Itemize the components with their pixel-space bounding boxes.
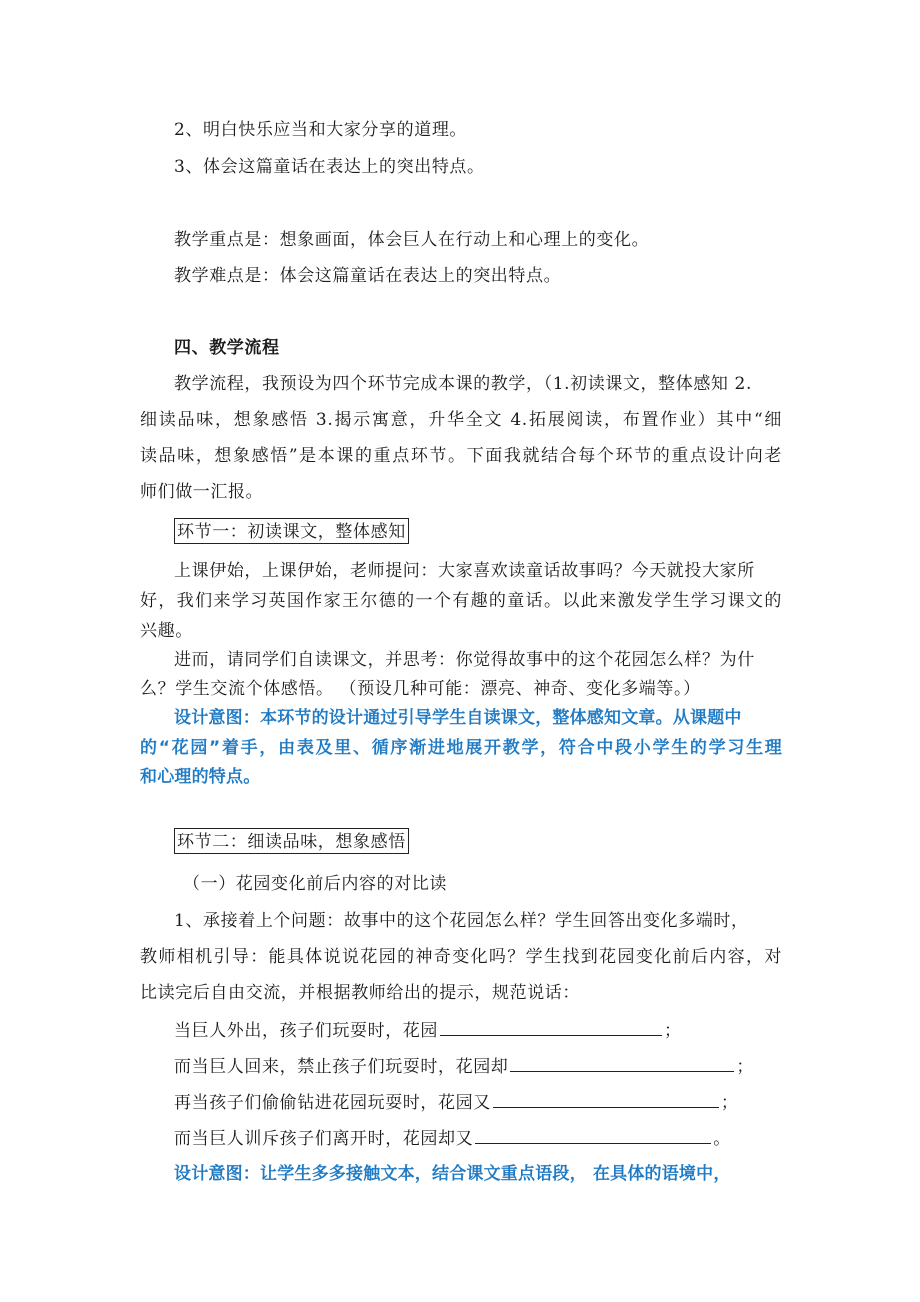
fill-in-line-1 (174, 1019, 682, 1042)
stage-2-title-box: 环节二：细读品味，想象感悟 (174, 828, 409, 854)
stage-1-title-box: 环节一：初读课文，整体感知 (174, 518, 409, 544)
stage-2-sub-heading: （一）花园变化前后内容的对比读 (183, 874, 447, 894)
stage-2-para-1-line-2: 教师相机引导：能具体说说花园的神奇变化吗？学生找到花园变化前后内容，对 (140, 947, 782, 967)
stage-2-para-1-line-3: 比读完后自由交流，并根据教师给出的提示，规范说话： (140, 983, 580, 1003)
fill-in-blank-3[interactable] (493, 1091, 719, 1108)
section-4-intro-line-4: 师们做一汇报。 (140, 482, 264, 502)
section-4-intro-line-2: 细读品味，想象感悟 3.揭示寓意，升华全文 4.拓展阅读，布置作业）其中“细 (140, 410, 782, 430)
fill-in-line-1-prefix: 当巨人外出，孩子们玩耍时，花园 (174, 1021, 438, 1041)
fill-in-line-4-prefix: 而当巨人训斥孩子们离开时，花园却又 (174, 1129, 474, 1149)
stage-2-para-1-line-1: 1、承接着上个问题：故事中的这个花园怎么样？学生回答出变化多端时， (174, 911, 749, 931)
fill-in-line-3 (174, 1091, 738, 1114)
fill-in-line-2 (174, 1055, 754, 1078)
stage-1-para-1-line-1: 上课伊始，上课伊始，老师提问：大家喜欢读童话故事吗？今天就投大家所 (174, 561, 755, 581)
fill-in-blank-2[interactable] (510, 1055, 734, 1072)
fill-in-line-3-suffix: ； (720, 1093, 739, 1113)
objective-3: 3、体会这篇童话在表达上的突出特点。 (174, 157, 485, 177)
stage-1-para-1-line-3: 兴趣。 (140, 621, 193, 641)
stage-2-design-intent-line-1: 设计意图：让学生多多接触文本，结合课文重点语段， 在具体的语境中， (174, 1164, 731, 1184)
fill-in-blank-4[interactable] (475, 1127, 711, 1144)
stage-1-design-intent-line-2: 的“花园”着手，由表及里、循序渐进地展开教学，符合中段小学生的学习生理 (140, 738, 782, 758)
section-4-intro-line-3: 读品味，想象感悟”是本课的重点环节。下面我就结合每个环节的重点设计向老 (140, 446, 782, 466)
fill-in-line-3-prefix: 再当孩子们偷偷钻进花园玩耍时，花园又 (174, 1093, 491, 1113)
fill-in-line-4-suffix: 。 (713, 1129, 731, 1149)
section-4-intro-line-1: 教学流程，我预设为四个环节完成本课的教学，（1.初读课文，整体感知 2. (174, 374, 752, 394)
objective-2: 2、明白快乐应当和大家分享的道理。 (174, 120, 468, 140)
fill-in-line-2-prefix: 而当巨人回来，禁止孩子们玩耍时，花园却 (174, 1057, 509, 1077)
stage-1-para-1-line-2: 好，我们来学习英国作家王尔德的一个有趣的童话。以此来激发学生学习课文的 (140, 591, 782, 611)
section-4-heading: 四、教学流程 (174, 338, 280, 358)
stage-1-para-2-line-1: 进而，请同学们自读课文，并思考：你觉得故事中的这个花园怎么样？为什 (174, 650, 755, 670)
stage-1-para-2-line-2: 么？学生交流个体感悟。 （预设几种可能：漂亮、神奇、变化多端等。） (140, 679, 701, 699)
fill-in-blank-1[interactable] (440, 1019, 662, 1036)
teaching-focus: 教学重点是：想象画面，体会巨人在行动上和心理上的变化。 (174, 230, 650, 250)
fill-in-line-2-suffix: ； (736, 1057, 755, 1077)
fill-in-line-4 (174, 1127, 731, 1150)
stage-1-design-intent-line-3: 和心理的特点。 (140, 767, 261, 787)
stage-1-design-intent-line-1: 设计意图：本环节的设计通过引导学生自读课文，整体感知文章。从课题中 (174, 708, 742, 728)
fill-in-line-1-suffix: ； (664, 1021, 682, 1041)
teaching-difficulty: 教学难点是：体会这篇童话在表达上的突出特点。 (174, 266, 562, 286)
